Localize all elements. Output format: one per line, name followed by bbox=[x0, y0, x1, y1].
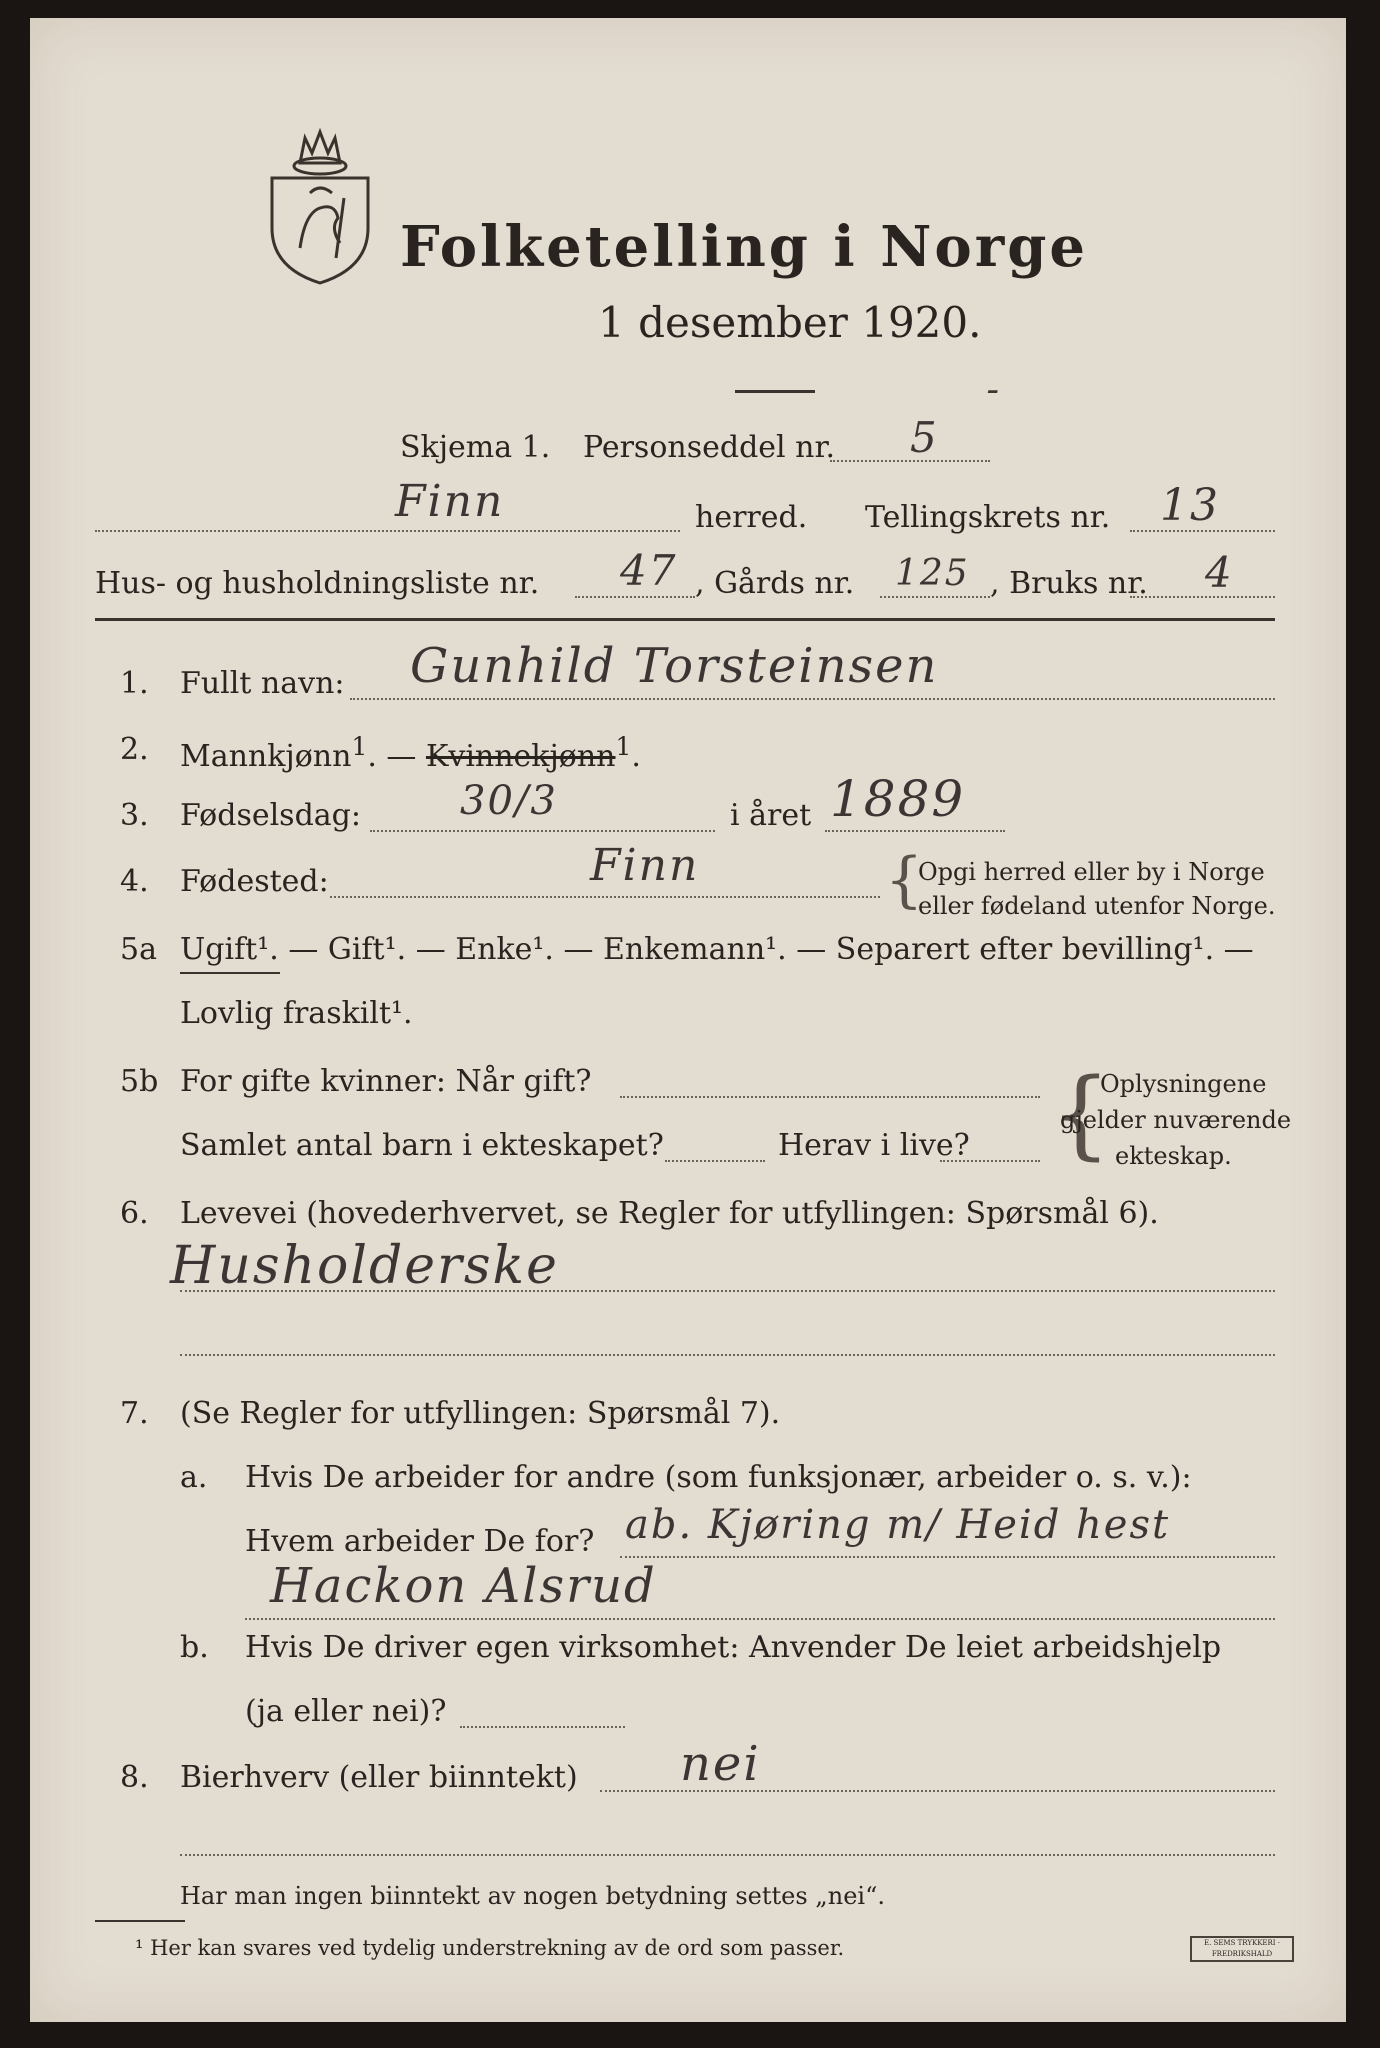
q4-note-line1: Opgi herred eller by i Norge bbox=[918, 858, 1265, 886]
q2-number: 2. bbox=[120, 732, 149, 767]
q8-label: Bierhverv (eller biinntekt) bbox=[180, 1760, 578, 1795]
q3-number: 3. bbox=[120, 798, 149, 833]
q2-female: Kvinnekjønn bbox=[425, 739, 616, 774]
q6-line1 bbox=[180, 1290, 1275, 1292]
q3-label: Fødselsdag: bbox=[180, 798, 361, 833]
q4-note-line2: eller fødeland utenfor Norge. bbox=[918, 892, 1276, 920]
q7a-line1: Hvis De arbeider for andre (som funksjonær, arbeider o. s. v.): bbox=[245, 1460, 1192, 1495]
hus-line bbox=[575, 596, 695, 598]
title-divider bbox=[735, 390, 815, 393]
form-title: Folketelling i Norge bbox=[400, 214, 1089, 280]
q3-year-label: i året bbox=[730, 798, 812, 833]
q1-value: Gunhild Torsteinsen bbox=[410, 638, 939, 694]
q5b-line1: For gifte kvinner: Når gift? bbox=[180, 1064, 592, 1099]
q2-options: Mannkjønn$^1$. — Kvinnekjønn$^1$. bbox=[180, 732, 641, 774]
q5a-options: Ugift¹. — Gift¹. — Enke¹. — Enkemann¹. — Separert efter bevilling¹. — bbox=[180, 932, 1254, 967]
q1-line bbox=[350, 698, 1275, 700]
q5b-alive-label: Herav i live? bbox=[778, 1128, 970, 1163]
footnote-rule bbox=[95, 1920, 185, 1922]
personseddel-value: 5 bbox=[910, 413, 939, 462]
herred-value: Finn bbox=[395, 476, 505, 527]
q7b-line bbox=[460, 1726, 625, 1728]
bruks-label: , Bruks nr. bbox=[990, 566, 1148, 601]
q1-label: Fullt navn: bbox=[180, 666, 345, 701]
q3-year-value: 1889 bbox=[830, 770, 966, 828]
q8-number: 8. bbox=[120, 1760, 149, 1795]
footnote: ¹ Her kan svares ved tydelig understrekning av de ord som passer. bbox=[135, 1936, 845, 1960]
hus-value: 47 bbox=[620, 546, 678, 595]
q7b-line1: Hvis De driver egen virksomhet: Anvender De leiet arbeidshjelp bbox=[245, 1630, 1222, 1665]
q6-value: Husholderske bbox=[170, 1236, 559, 1296]
q4-line bbox=[330, 896, 880, 898]
q3-day-value: 30/3 bbox=[460, 778, 558, 824]
herred-line bbox=[95, 530, 680, 532]
coat-of-arms-icon bbox=[260, 118, 380, 288]
bruks-line bbox=[1130, 596, 1275, 598]
footer-note: Har man ingen biinntekt av nogen betydning settes „nei“. bbox=[180, 1882, 885, 1910]
q6-line2 bbox=[180, 1354, 1275, 1356]
q4-value: Finn bbox=[590, 840, 700, 891]
tellingskrets-label: Tellingskrets nr. bbox=[865, 500, 1111, 535]
q6-number: 6. bbox=[120, 1196, 149, 1231]
gards-line bbox=[880, 596, 990, 598]
q5a-options-line2: Lovlig fraskilt¹. bbox=[180, 996, 413, 1031]
printer-stamp: E. SEMS TRYKKERI · FREDRIKSHALD bbox=[1190, 1936, 1294, 1962]
gards-value: 125 bbox=[895, 553, 970, 594]
handwritten-check-mark: ـ bbox=[988, 366, 997, 401]
personseddel-label: Personseddel nr. bbox=[583, 430, 836, 465]
bruks-value: 4 bbox=[1205, 548, 1234, 597]
gards-label: , Gårds nr. bbox=[695, 566, 855, 601]
tellingskrets-value: 13 bbox=[1160, 480, 1220, 531]
herred-label: herred. bbox=[695, 500, 808, 535]
q5b-children-label: Samlet antal barn i ekteskapet? bbox=[180, 1128, 664, 1163]
q5b-alive-line bbox=[940, 1160, 1040, 1162]
q7a-value2: Hackon Alsrud bbox=[270, 1558, 657, 1614]
q4-number: 4. bbox=[120, 864, 149, 899]
q6-label: Levevei (hovederhvervet, se Regler for utfyllingen: Spørsmål 6). bbox=[180, 1196, 1159, 1231]
q5b-note-line1: Oplysningene bbox=[1100, 1070, 1267, 1098]
q5b-married-line bbox=[620, 1096, 1040, 1098]
q7b-line2: (ja eller nei)? bbox=[245, 1694, 447, 1729]
q4-brace: { bbox=[885, 845, 924, 915]
q7-label: (Se Regler for utfyllingen: Spørsmål 7). bbox=[180, 1396, 781, 1431]
q3-day-line bbox=[370, 830, 715, 832]
q5a-number: 5a bbox=[120, 932, 157, 967]
q7a-line-1 bbox=[620, 1556, 1275, 1558]
header-rule bbox=[95, 618, 1275, 621]
q4-label: Fødested: bbox=[180, 864, 329, 899]
q5b-children-line bbox=[665, 1160, 765, 1162]
q8-line2 bbox=[180, 1854, 1275, 1856]
q7a-value1: ab. Kjøring m/ Heid hest bbox=[625, 1502, 1171, 1548]
q7a-letter: a. bbox=[180, 1460, 208, 1495]
q5b-number: 5b bbox=[120, 1064, 159, 1099]
q7a-line-2 bbox=[245, 1618, 1275, 1620]
q5b-brace: { bbox=[1050, 1058, 1112, 1170]
schema-label: Skjema 1. bbox=[400, 430, 551, 465]
q5b-note-line2: gjelder nuværende bbox=[1060, 1106, 1292, 1134]
q7a-line2: Hvem arbeider De for? bbox=[245, 1524, 595, 1559]
q5a-ugift-underline bbox=[180, 972, 280, 974]
q5b-note-line3: ekteskap. bbox=[1115, 1142, 1232, 1170]
hus-label: Hus- og husholdningsliste nr. bbox=[95, 566, 540, 601]
q7-number: 7. bbox=[120, 1396, 149, 1431]
form-date: 1 desember 1920. bbox=[598, 298, 982, 347]
q3-year-line bbox=[825, 830, 1005, 832]
q7b-letter: b. bbox=[180, 1630, 209, 1665]
q2-male: Mannkjønn bbox=[180, 739, 352, 774]
q1-number: 1. bbox=[120, 666, 149, 701]
census-form-page bbox=[30, 18, 1346, 2022]
q8-value: nei bbox=[680, 1736, 761, 1792]
